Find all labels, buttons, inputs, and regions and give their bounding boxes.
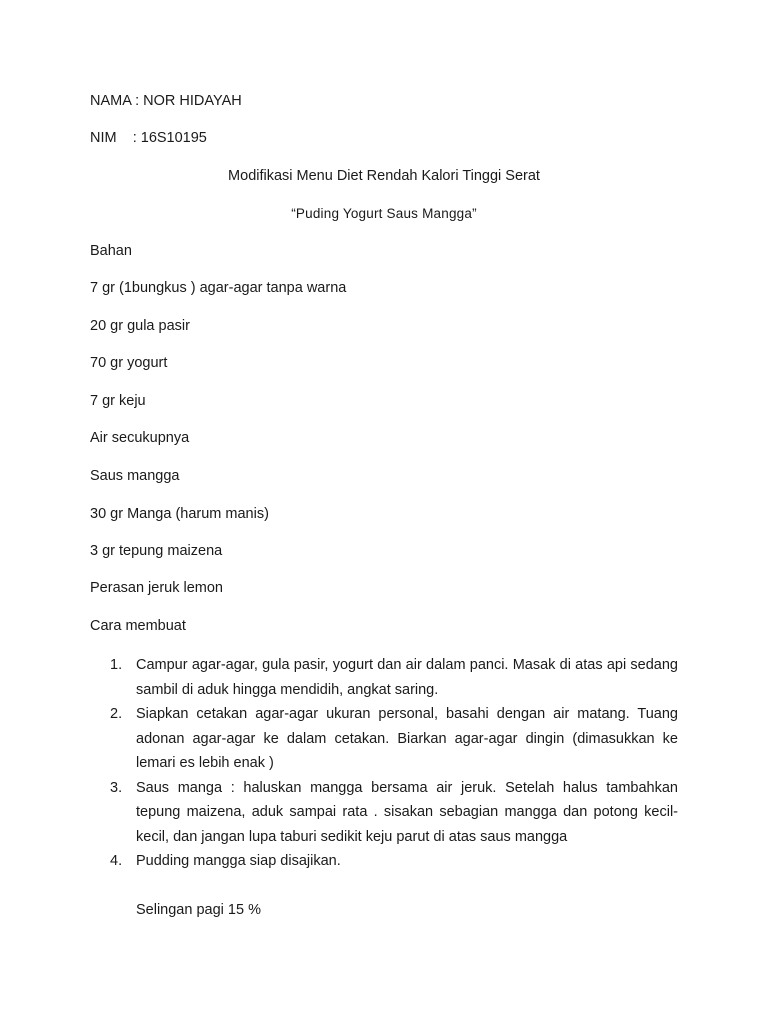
- sauce-item: 3 gr tepung maizena: [90, 543, 223, 559]
- step-text: Siapkan cetakan agar-agar ukuran personal, basahi dengan air matang. Tuang adonan agar-agar ke dalam cetakan. Biarkan agar-agar dingin (dimasukkan ke lemari es lebih enak ): [136, 706, 678, 771]
- method-steps: [90, 653, 678, 874]
- student-name: NAMA : NOR HIDAYAH: [90, 93, 242, 109]
- ingredients-heading: Bahan: [90, 243, 132, 259]
- step-text: Saus manga : haluskan mangga bersama air jeruk. Setelah halus tambahkan tepung maizena, aduk sampai rata . sisakan sebagian mangga dan potong kecil-kecil, dan jangan lupa taburi sedikit keju parut di atas saus mangga: [136, 779, 678, 845]
- ingredient-item: Air secukupnya: [90, 430, 190, 446]
- document-title: Modifikasi Menu Diet Rendah Kalori Tinggi Serat: [228, 168, 540, 184]
- method-heading: Cara membuat: [90, 618, 186, 634]
- ingredient-item: 20 gr gula pasir: [90, 318, 190, 334]
- step-number: 3.: [110, 779, 123, 796]
- method-step: [90, 702, 678, 776]
- method-step: [90, 776, 678, 850]
- ingredient-item: 70 gr yogurt: [90, 355, 168, 371]
- step-text: Pudding mangga siap disajikan.: [136, 853, 341, 869]
- sauce-item: 30 gr Manga (harum manis): [90, 506, 269, 522]
- sauce-item: Perasan jeruk lemon: [90, 580, 223, 596]
- step-number: 4.: [110, 853, 123, 869]
- method-step: [90, 849, 678, 874]
- step-number: 2.: [110, 706, 123, 722]
- step-number: 1.: [110, 657, 123, 673]
- student-nim: NIM : 16S10195: [90, 130, 207, 146]
- recipe-name: “Puding Yogurt Saus Mangga”: [291, 206, 477, 221]
- method-step: [90, 653, 678, 702]
- ingredient-item: 7 gr (1bungkus ) agar-agar tanpa warna: [90, 280, 347, 296]
- sauce-heading: Saus mangga: [90, 468, 180, 484]
- step-text: Campur agar-agar, gula pasir, yogurt dan air dalam panci. Masak di atas api sedang sambil di aduk hingga mendidih, angkat saring.: [136, 657, 678, 698]
- ingredient-item: 7 gr keju: [90, 393, 146, 409]
- snack-note: Selingan pagi 15 %: [136, 902, 261, 918]
